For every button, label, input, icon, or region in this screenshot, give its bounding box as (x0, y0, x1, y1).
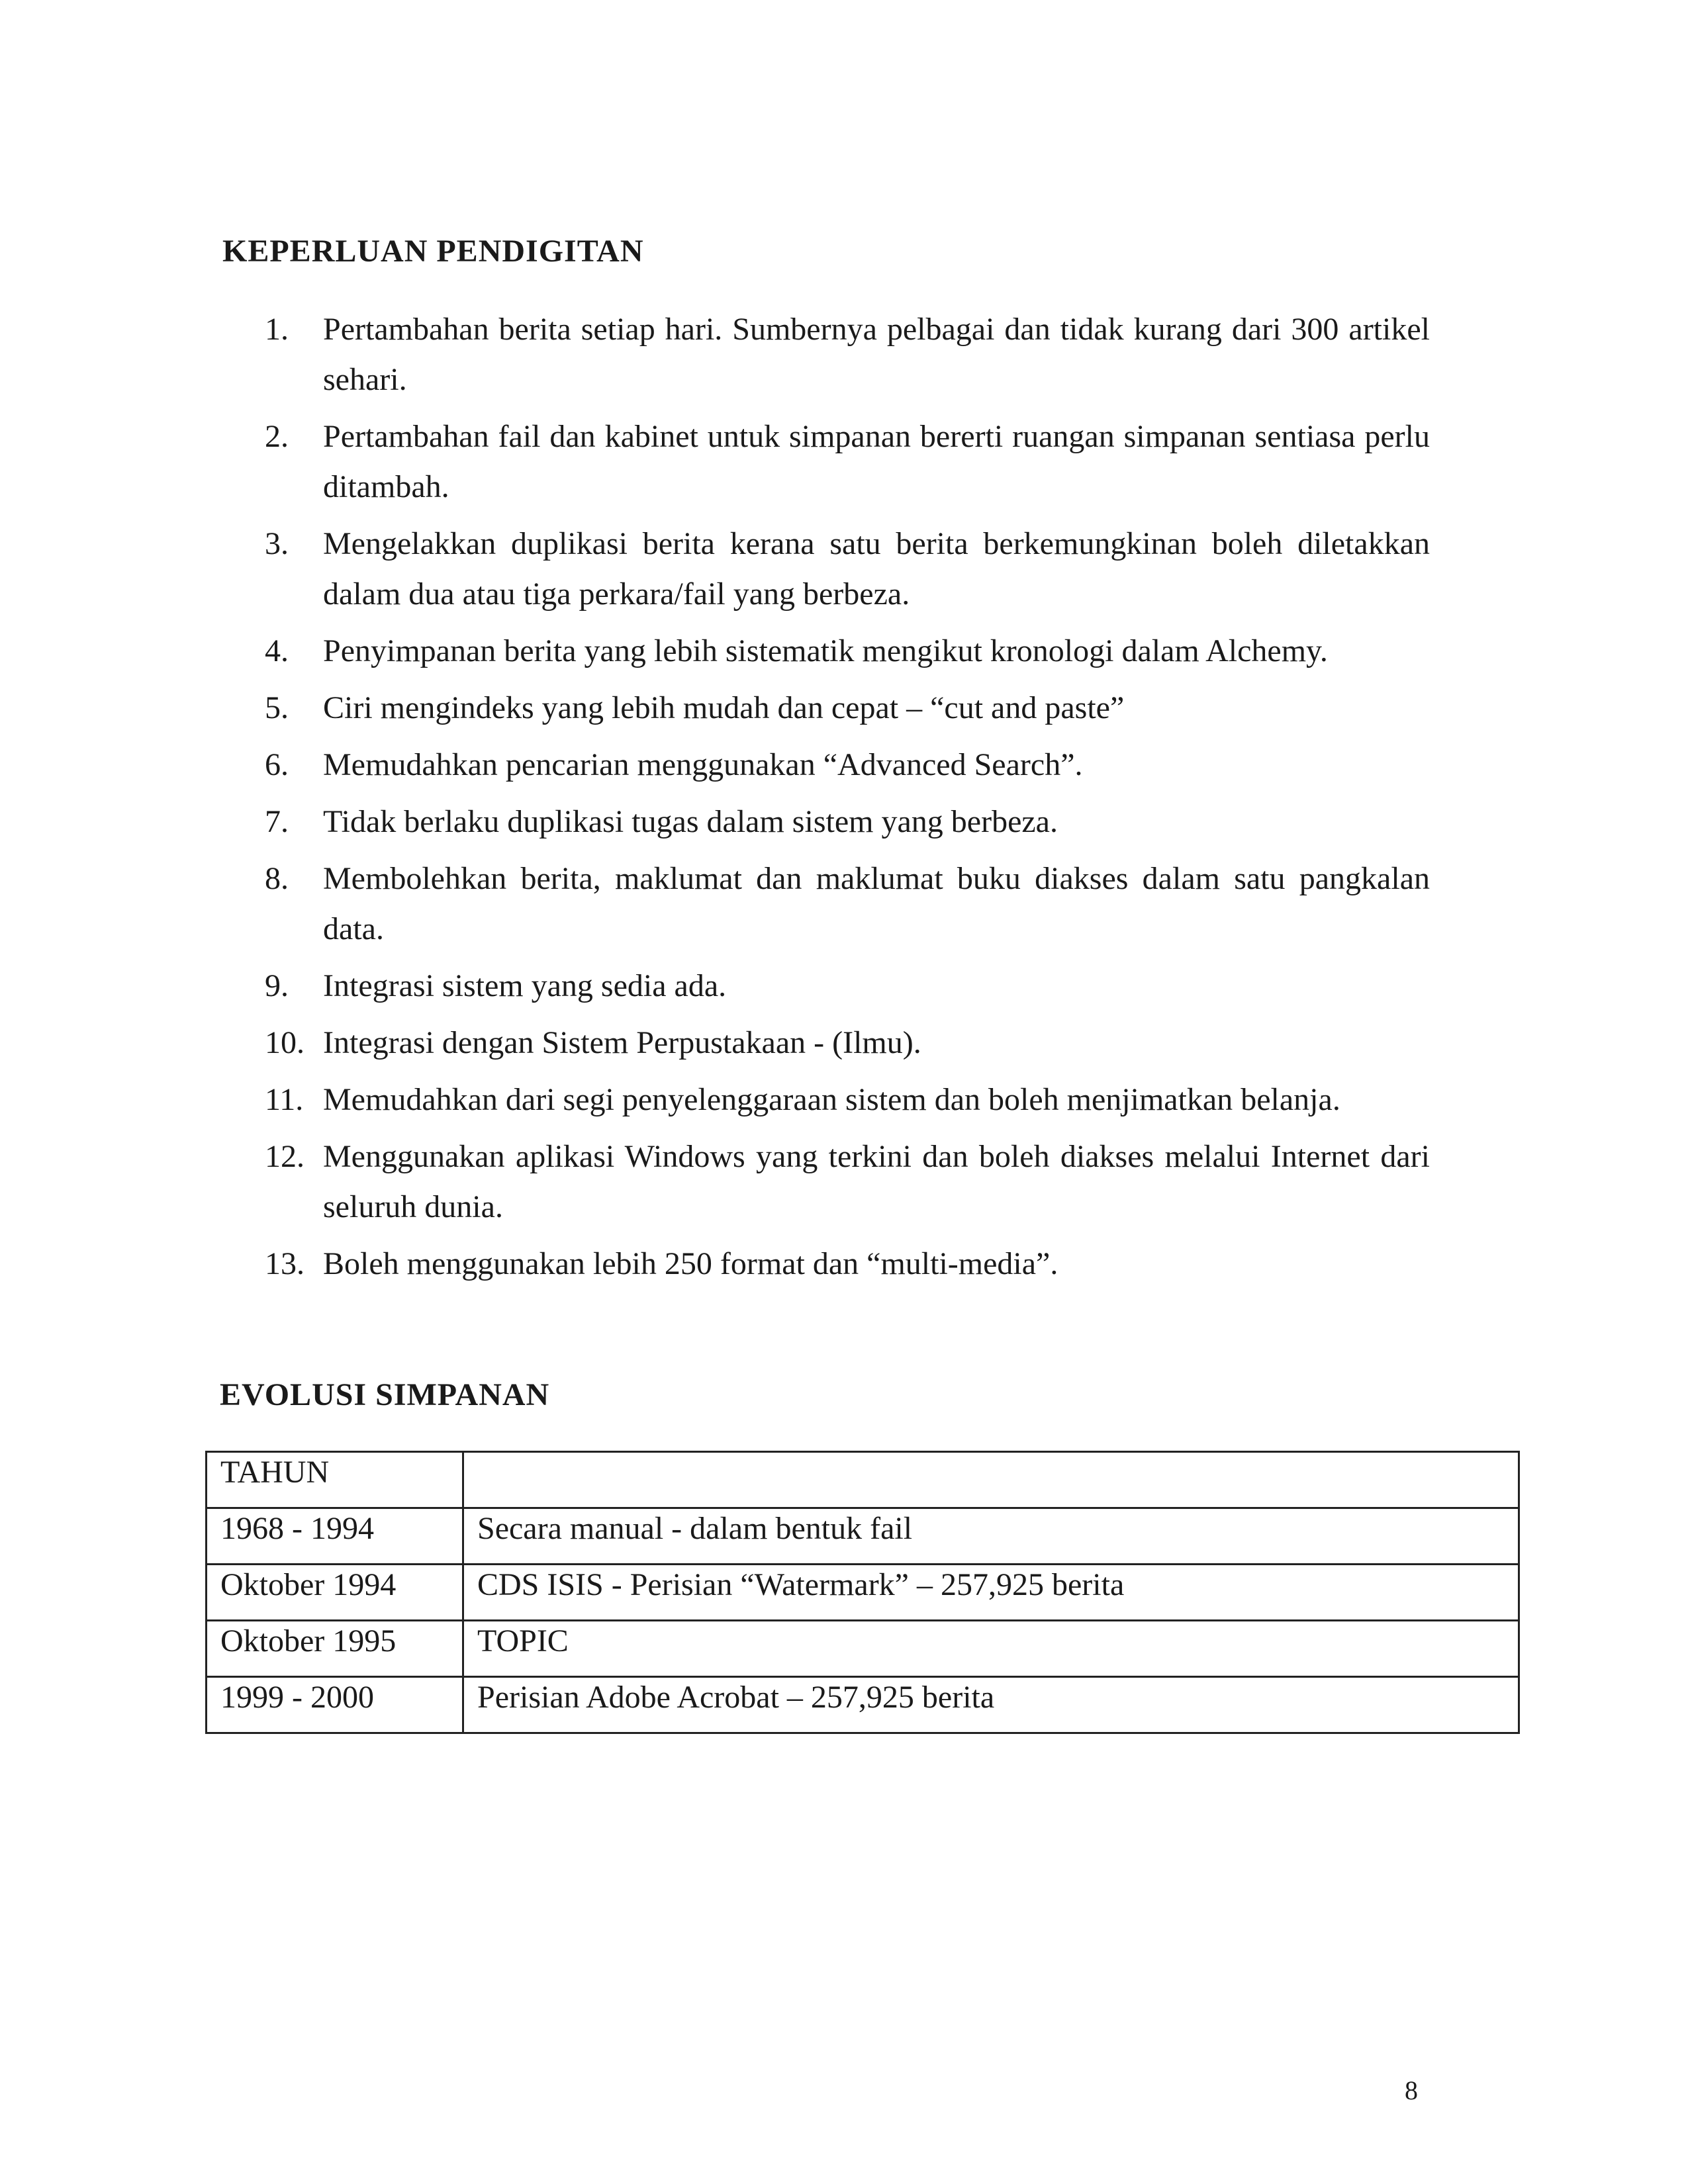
list-item (265, 1239, 1430, 1289)
list-item-number: 9. (265, 968, 289, 1003)
page-number: 8 (1405, 2075, 1418, 2105)
list-item-number: 4. (265, 633, 289, 668)
list-item-number: 10. (265, 1025, 305, 1060)
list-item (265, 797, 1430, 847)
list-item (265, 740, 1430, 790)
table-cell-description: Secara manual - dalam bentuk fail (463, 1508, 1519, 1565)
table-cell-year: Oktober 1994 (207, 1565, 463, 1621)
list-item-text: Pertambahan berita setiap hari. Sumbernya pelbagai dan tidak kurang dari 300 artikel sehari. (323, 312, 1430, 397)
list-item (265, 626, 1430, 676)
table-row (207, 1677, 1519, 1733)
requirements-list (265, 304, 1430, 1296)
table-cell-year: Oktober 1995 (207, 1621, 463, 1677)
list-item (265, 304, 1430, 405)
list-item-text: Boleh menggunakan lebih 250 format dan “multi-media”. (323, 1246, 1058, 1281)
list-item-text: Ciri mengindeks yang lebih mudah dan cepat – “cut and paste” (323, 690, 1125, 725)
list-item-number: 3. (265, 526, 289, 561)
table-cell-description: CDS ISIS - Perisian “Watermark” – 257,925 berita (463, 1565, 1519, 1621)
list-item (265, 961, 1430, 1011)
table-row (207, 1508, 1519, 1565)
list-item (265, 412, 1430, 512)
table-header-description (463, 1452, 1519, 1508)
list-item-number: 6. (265, 747, 289, 782)
list-item-text: Penyimpanan berita yang lebih sistematik mengikut kronologi dalam Alchemy. (323, 633, 1328, 668)
list-item-text: Menggunakan aplikasi Windows yang terkini dan boleh diakses melalui Internet dari seluruh dunia. (323, 1139, 1430, 1224)
evolution-table (205, 1451, 1520, 1734)
list-item (265, 1132, 1430, 1232)
table-cell-description: TOPIC (463, 1621, 1519, 1677)
list-item-number: 8. (265, 861, 289, 896)
list-item-number: 5. (265, 690, 289, 725)
list-item-text: Integrasi sistem yang sedia ada. (323, 968, 727, 1003)
list-item-number: 2. (265, 419, 289, 454)
list-item-text: Integrasi dengan Sistem Perpustakaan - (Ilmu). (323, 1025, 921, 1060)
table-row (207, 1565, 1519, 1621)
list-item-number: 1. (265, 312, 289, 347)
list-item-number: 13. (265, 1246, 305, 1281)
section-title-keperluan-pendigitan: KEPERLUAN PENDIGITAN (222, 234, 644, 269)
table-cell-year: 1968 - 1994 (207, 1508, 463, 1565)
table-header-year: TAHUN (207, 1452, 463, 1508)
table-cell-description: Perisian Adobe Acrobat – 257,925 berita (463, 1677, 1519, 1733)
list-item-number: 12. (265, 1139, 305, 1174)
list-item-text: Membolehkan berita, maklumat dan maklumat buku diakses dalam satu pangkalan data. (323, 861, 1430, 946)
list-item-text: Memudahkan pencarian menggunakan “Advanced Search”. (323, 747, 1083, 782)
list-item (265, 519, 1430, 619)
table-row (207, 1621, 1519, 1677)
table-header-row (207, 1452, 1519, 1508)
list-item-number: 7. (265, 804, 289, 839)
list-item (265, 854, 1430, 954)
list-item-text: Pertambahan fail dan kabinet untuk simpanan bererti ruangan simpanan sentiasa perlu ditambah. (323, 419, 1430, 504)
list-item-text: Tidak berlaku duplikasi tugas dalam sistem yang berbeza. (323, 804, 1058, 839)
table-cell-year: 1999 - 2000 (207, 1677, 463, 1733)
list-item-number: 11. (265, 1082, 304, 1117)
list-item (265, 1018, 1430, 1068)
section-title-evolusi-simpanan: EVOLUSI SIMPANAN (220, 1377, 550, 1412)
list-item (265, 683, 1430, 733)
list-item-text: Mengelakkan duplikasi berita kerana satu berita berkemungkinan boleh diletakkan dalam dua atau tiga perkara/fail yang berbeza. (323, 526, 1430, 612)
list-item-text: Memudahkan dari segi penyelenggaraan sistem dan boleh menjimatkan belanja. (323, 1082, 1340, 1117)
list-item (265, 1075, 1430, 1125)
